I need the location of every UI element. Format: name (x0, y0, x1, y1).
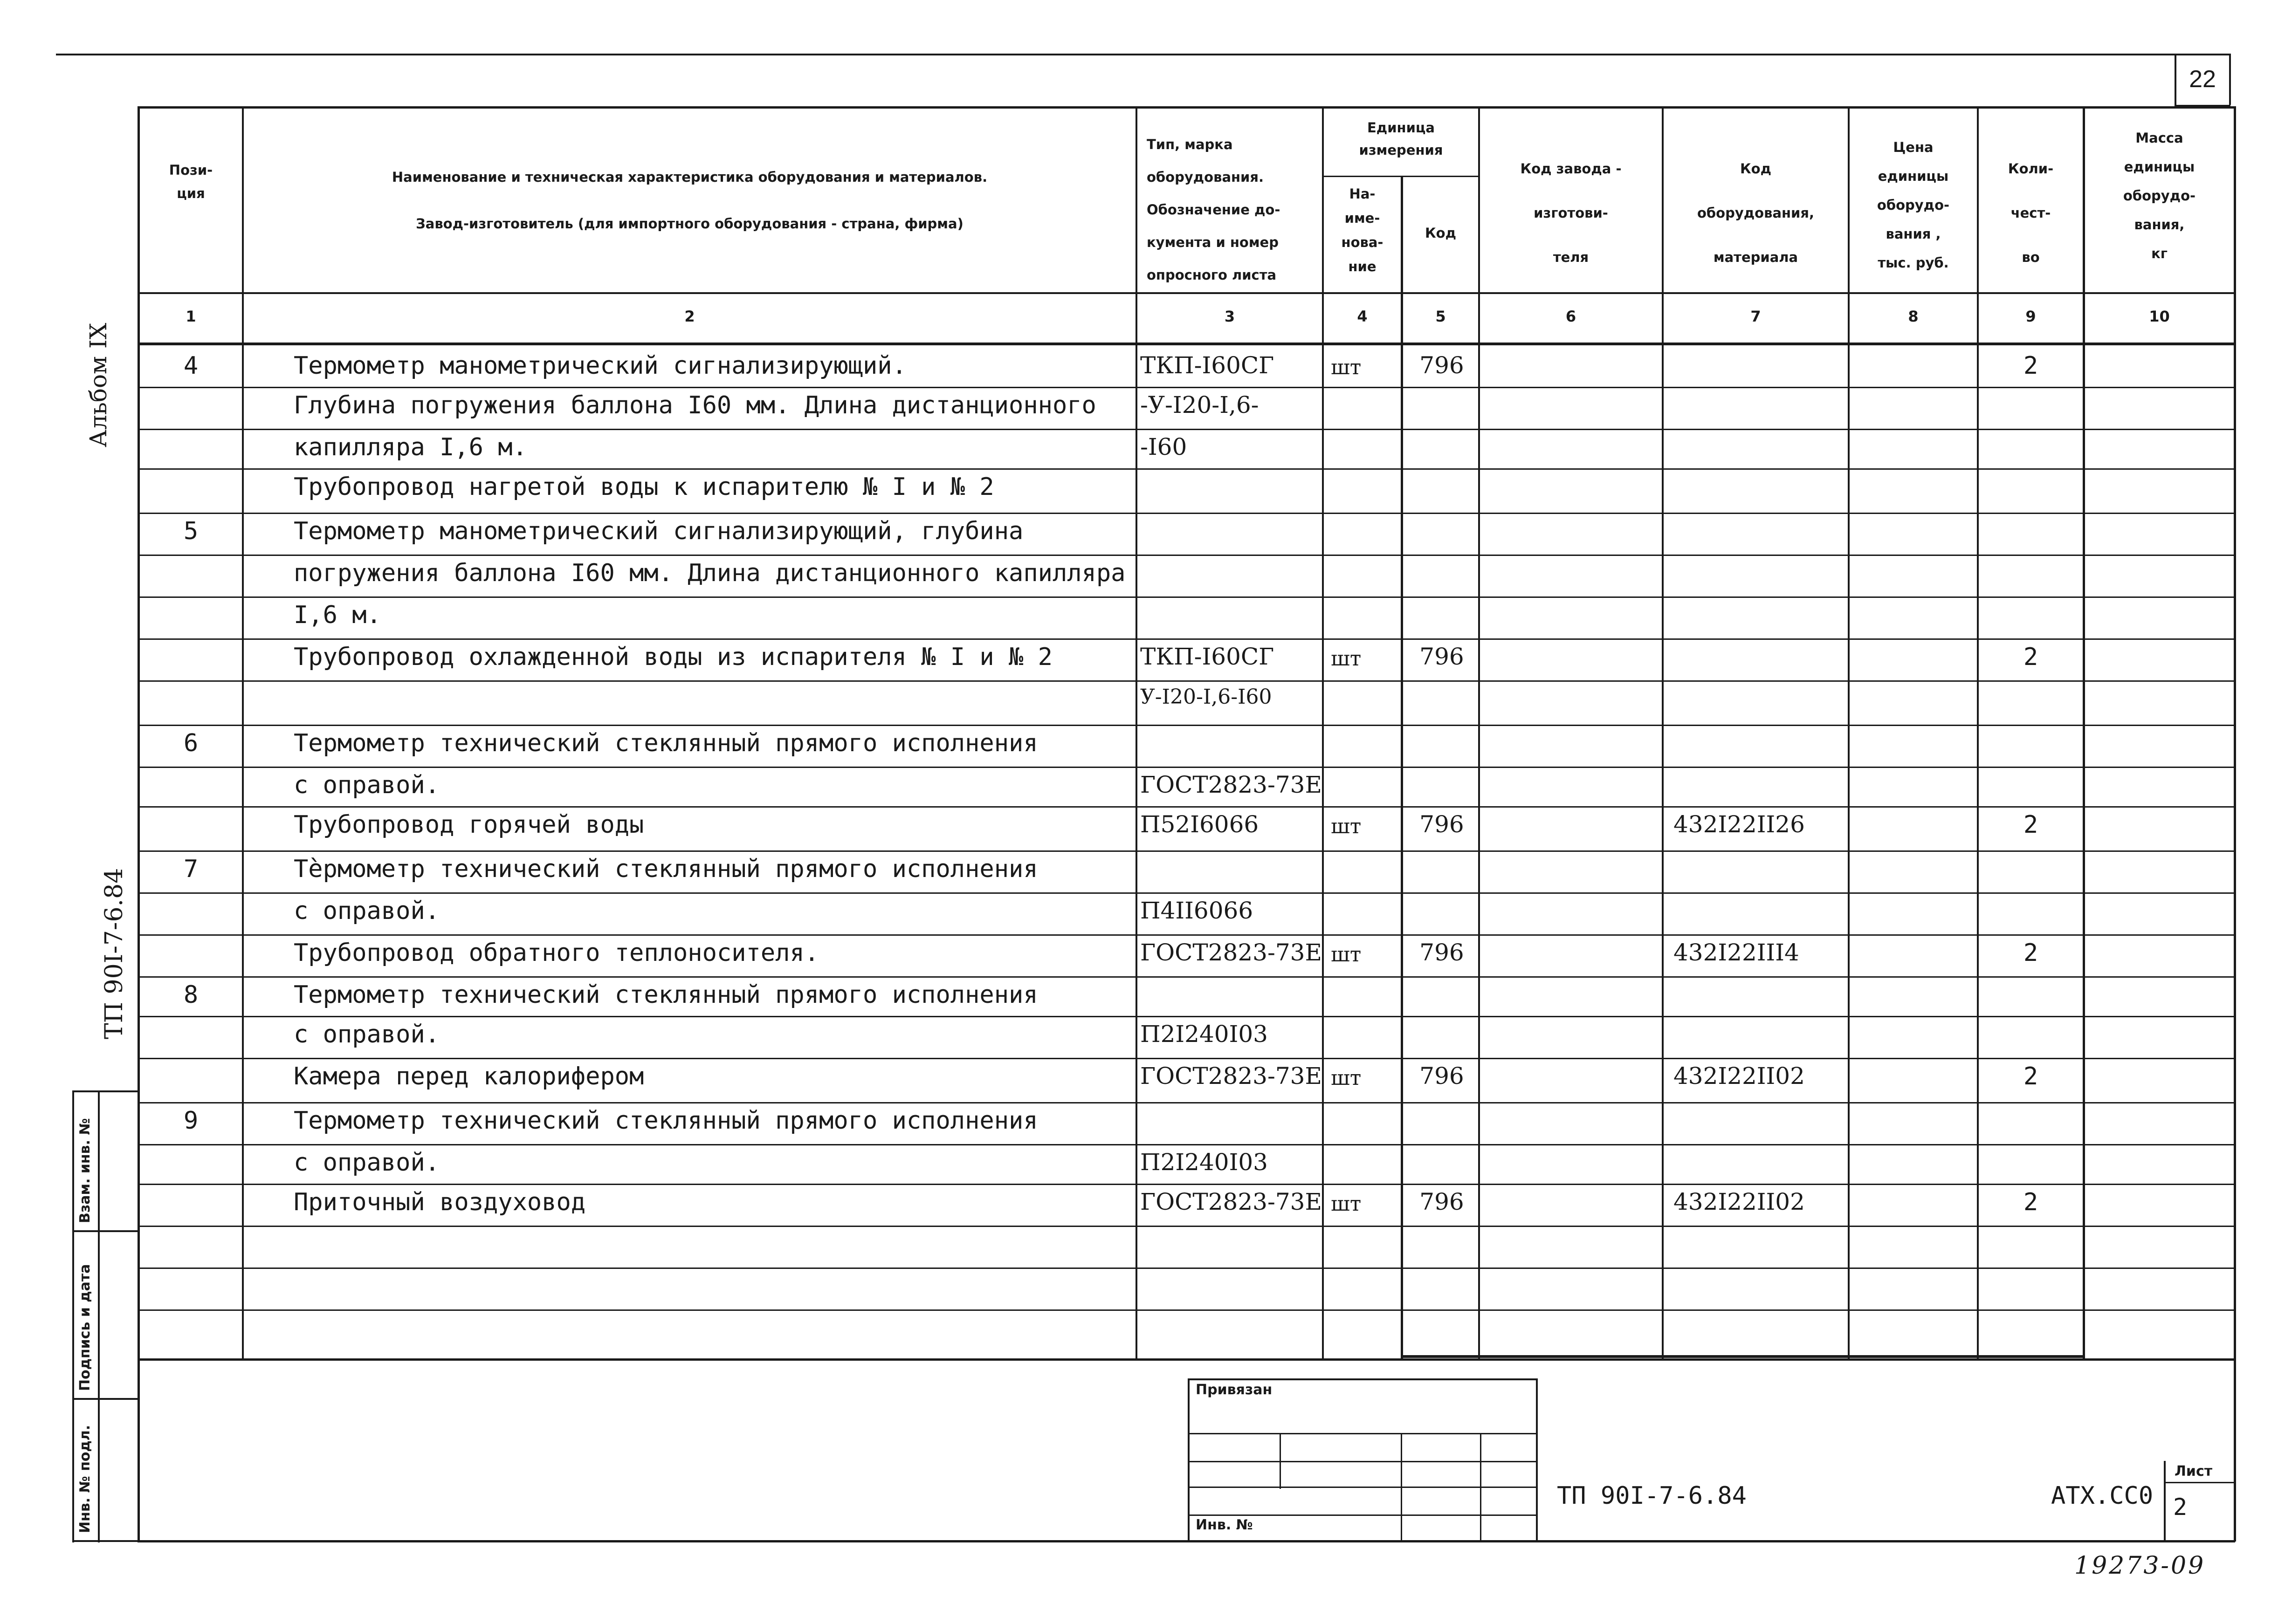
album-label: Альбом IX (85, 322, 112, 447)
cell-name: Трубопровод охлажденной воды из испарителя № I и № 2 (294, 643, 1053, 671)
row-separator (138, 468, 2235, 470)
row-separator (138, 638, 2235, 640)
row-separator (138, 725, 2235, 726)
column-number: 5 (1435, 308, 1446, 325)
header-quantity: Коли- чест- во (2008, 161, 2054, 265)
cell-type: ГОСТ2823-73Е (1140, 771, 1322, 798)
cell-qty: 2 (2023, 643, 2038, 671)
cell-name: капилляра I,6 м. (294, 433, 527, 461)
row-separator (138, 596, 2235, 598)
row-separator (138, 934, 2235, 936)
cell-name: Термометр технический стеклянный прямого исполнения (294, 729, 1038, 757)
cell-type: ГОСТ2823-73Е (1140, 1062, 1322, 1090)
cell-type: П52I6066 (1140, 811, 1259, 838)
cell-name: с оправой. (294, 771, 440, 799)
cell-type: -I60 (1140, 433, 1187, 460)
cell-type: П4II6066 (1140, 897, 1253, 924)
cell-code: 796 (1419, 352, 1464, 379)
cell-unit: шт (1331, 356, 1362, 379)
cell-name: Трубопровод обратного теплоносителя. (294, 939, 819, 967)
page-number: 22 (2189, 66, 2216, 93)
cell-unit: шт (1331, 943, 1362, 966)
cell-unit: шт (1331, 815, 1362, 838)
cell-pos: 8 (183, 981, 199, 1009)
cell-type: ГОСТ2823-73Е (1140, 1188, 1322, 1215)
column-number: 7 (1750, 308, 1761, 325)
row-separator (138, 767, 2235, 768)
stamp-label: Инв. № подл. (77, 1425, 93, 1533)
row-separator (138, 680, 2235, 682)
cell-pos: 9 (183, 1107, 199, 1135)
header-mass: Масса единицы оборудо- вания, кг (2123, 130, 2196, 261)
row-separator (138, 555, 2235, 556)
column-number: 10 (2149, 308, 2170, 325)
row-separator (138, 1184, 2235, 1185)
bound-label: Привязан (1196, 1382, 1273, 1398)
header-unit-name: На- име- нова- ние (1341, 186, 1383, 274)
header-price: Цена единицы оборудо- вания , тыс. руб. (1877, 139, 1950, 271)
cell-qty: 2 (2023, 1062, 2038, 1090)
cell-pos: 7 (183, 855, 199, 883)
row-separator (138, 1102, 2235, 1103)
cell-name: Глубина погружения баллона I60 мм. Длина дистанционного (294, 391, 1096, 419)
column-number: 9 (2025, 308, 2036, 325)
cell-name: Камера перед калорифером (294, 1062, 644, 1090)
cell-qty: 2 (2023, 939, 2038, 967)
row-separator (138, 850, 2235, 852)
header-equipment-code: Код оборудования, материала (1697, 161, 1815, 265)
cell-unit: шт (1331, 1066, 1362, 1090)
cell-type: П2I240I03 (1140, 1149, 1268, 1176)
row-separator (138, 1058, 2235, 1059)
column-number: 6 (1565, 308, 1576, 325)
row-separator (138, 976, 2235, 978)
row-separator (138, 1309, 2235, 1311)
cell-qty: 2 (2023, 811, 2038, 839)
sheet-number: 2 (2173, 1494, 2188, 1521)
cell-type: П2I240I03 (1140, 1021, 1268, 1048)
cell-equip: 432I22III4 (1673, 939, 1799, 966)
cell-code: 796 (1419, 811, 1464, 838)
cell-name: Приточный воздуховод (294, 1188, 586, 1216)
row-separator (138, 1226, 2235, 1227)
row-separator (138, 387, 2235, 388)
cell-name: Термометр технический стеклянный прямого исполнения (294, 1107, 1038, 1135)
cell-pos: 5 (183, 517, 199, 545)
column-number: 1 (186, 308, 196, 325)
cell-code: 796 (1419, 1188, 1464, 1215)
header-factory-code: Код завода - изготови- теля (1520, 161, 1622, 265)
row-separator (138, 806, 2235, 808)
header-unit: Единица измерения (1359, 120, 1443, 158)
column-number: 4 (1357, 308, 1368, 325)
cell-type: ТКП-I60СГ (1140, 352, 1274, 379)
cell-name: погружения баллона I60 мм. Длина дистанционного капилляра (294, 559, 1126, 587)
row-separator (138, 892, 2235, 894)
row-separator (138, 513, 2235, 514)
cell-name: Трубопровод горячей воды (294, 811, 644, 839)
header-position: Пози- ция (169, 162, 213, 201)
project-label: ТП 90I-7-6.84 (100, 868, 128, 1039)
cell-unit: шт (1331, 647, 1362, 671)
column-number: 3 (1224, 308, 1235, 325)
sheet-label: Лист (2175, 1463, 2213, 1480)
cell-qty: 2 (2023, 352, 2038, 380)
cell-type: ГОСТ2823-73Е (1140, 939, 1322, 966)
cell-type: У-I20-I,6-I60 (1140, 685, 1272, 709)
cell-name: Тѐрмометр технический стеклянный прямого исполнения (294, 855, 1038, 883)
cell-name: Термометр манометрический сигнализирующий, глубина (294, 517, 1024, 545)
cell-equip: 432I22II02 (1673, 1188, 1805, 1215)
cell-name: Термометр технический стеклянный прямого исполнения (294, 981, 1038, 1009)
archive-number: 19273-09 (2074, 1552, 2206, 1580)
row-separator (138, 1016, 2235, 1017)
row-separator (138, 1144, 2235, 1145)
cell-type: -У-I20-I,6- (1140, 391, 1259, 418)
cell-name: с оправой. (294, 1149, 440, 1177)
cell-qty: 2 (2023, 1188, 2038, 1216)
header-name: Наименование и техническая характеристика оборудования и материалов. Завод-изготовитель (для импортного оборудования - страна, фирма) (392, 169, 988, 232)
cell-equip: 432I22II26 (1673, 811, 1805, 838)
document-code: АТХ.СС0 (2051, 1482, 2154, 1510)
cell-code: 796 (1419, 643, 1464, 670)
cell-name: с оправой. (294, 1021, 440, 1048)
cell-type: ТКП-I60СГ (1140, 643, 1274, 670)
cell-name: с оправой. (294, 897, 440, 925)
cell-name: I,6 м. (294, 601, 381, 629)
header-unit-code: Код (1425, 225, 1457, 241)
column-number: 2 (684, 308, 695, 325)
header-type: Тип, марка оборудования. Обозначение до- кумента и номер опросного листа (1147, 137, 1280, 283)
stamp-label: Взам. инв. № (77, 1118, 93, 1223)
inventory-label: Инв. № (1196, 1517, 1253, 1533)
stamp-label: Подпись и дата (77, 1264, 93, 1391)
cell-code: 796 (1419, 939, 1464, 966)
cell-unit: шт (1331, 1192, 1362, 1216)
row-separator (138, 1268, 2235, 1269)
cell-name: Трубопровод нагретой воды к испарителю № I и № 2 (294, 473, 994, 501)
document-number: ТП 90I-7-6.84 (1557, 1482, 1747, 1510)
row-separator (138, 429, 2235, 430)
cell-code: 796 (1419, 1062, 1464, 1090)
column-number: 8 (1908, 308, 1919, 325)
cell-pos: 4 (183, 352, 199, 380)
cell-equip: 432I22II02 (1673, 1062, 1805, 1090)
cell-pos: 6 (183, 729, 199, 757)
cell-name: Термометр манометрический сигнализирующий. (294, 352, 907, 380)
